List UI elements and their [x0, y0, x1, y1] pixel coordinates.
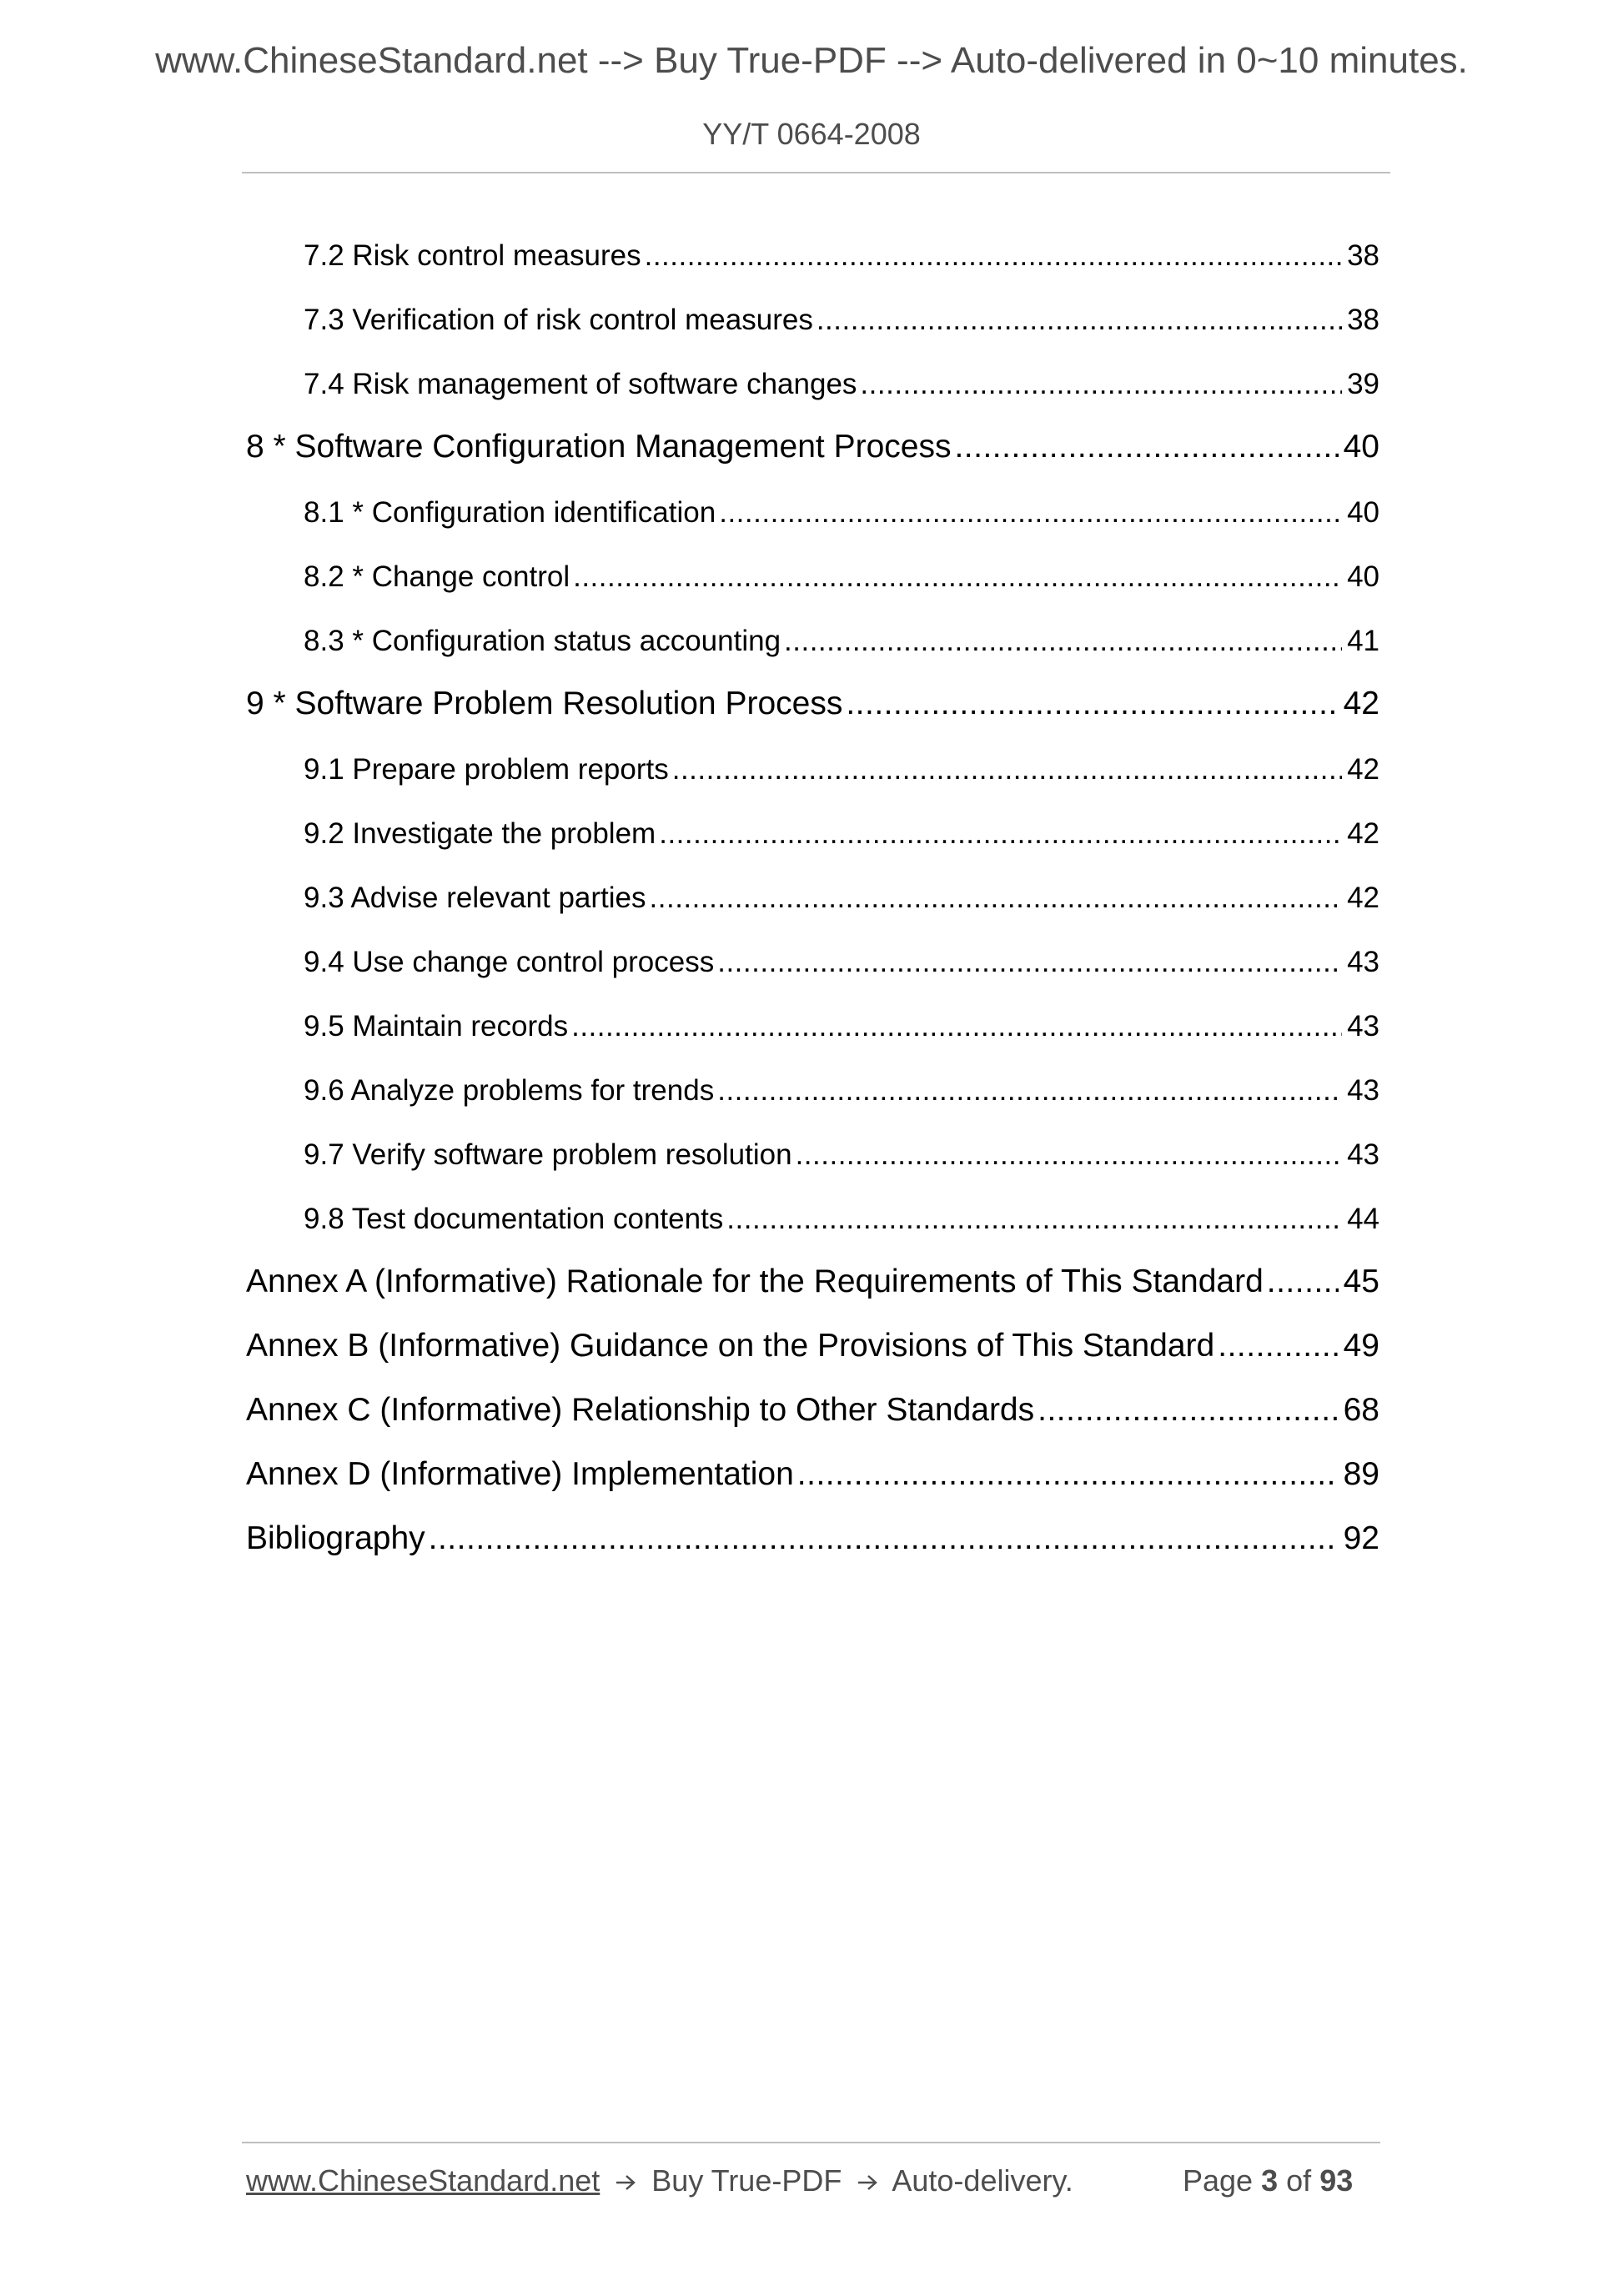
toc-entry-page: 43: [1347, 1138, 1379, 1171]
toc-dot-leader: [571, 1010, 1342, 1043]
toc-entry-title: 8.3 * Configuration status accounting: [304, 625, 781, 657]
toc-entry[interactable]: [246, 429, 1379, 475]
toc-dot-leader: [817, 304, 1342, 337]
toc-entry-title: Annex B (Informative) Guidance on the Provisions of This Standard: [246, 1328, 1215, 1364]
footer-links: [246, 2163, 1073, 2198]
toc-entry-page: 43: [1347, 1074, 1379, 1107]
toc-entry[interactable]: [304, 882, 1379, 925]
current-page-number: 3: [1261, 2163, 1279, 2198]
toc-dot-leader: [796, 1138, 1342, 1172]
footer-site-link[interactable]: www.ChineseStandard.net: [246, 2163, 600, 2198]
toc-entry-page: 44: [1347, 1203, 1379, 1235]
toc-entry[interactable]: [246, 1264, 1379, 1310]
toc-entry-page: 42: [1343, 686, 1379, 721]
toc-dot-leader: [717, 1074, 1342, 1108]
toc-entry-title: 8 * Software Configuration Management Process: [246, 429, 952, 465]
toc-entry-page: 42: [1347, 882, 1379, 914]
toc-dot-leader: [797, 1456, 1339, 1493]
toc-entry[interactable]: [246, 1456, 1379, 1503]
toc-entry-title: 9.4 Use change control process: [304, 946, 715, 978]
toc-dot-leader: [659, 817, 1342, 851]
toc-entry[interactable]: [246, 1520, 1379, 1567]
toc-entry-title: 8.1 * Configuration identification: [304, 496, 716, 529]
toc-dot-leader: [650, 882, 1343, 915]
page-indicator: [1183, 2163, 1353, 2198]
toc-dot-leader: [1218, 1328, 1338, 1364]
toc-entry-title: Annex D (Informative) Implementation: [246, 1456, 794, 1492]
footer-buy-text: Buy True-PDF: [651, 2163, 842, 2198]
toc-entry-page: 92: [1343, 1520, 1379, 1556]
toc-dot-leader: [1267, 1264, 1339, 1300]
toc-entry-title: 9.1 Prepare problem reports: [304, 753, 669, 786]
toc-entry-title: 7.2 Risk control measures: [304, 239, 641, 272]
toc-entry-page: 89: [1343, 1456, 1379, 1492]
toc-entry[interactable]: [304, 817, 1379, 861]
arrow-right-icon: [857, 2173, 878, 2192]
toc-entry[interactable]: [304, 304, 1379, 347]
toc-entry[interactable]: [304, 560, 1379, 604]
toc-entry-title: 9 * Software Problem Resolution Process: [246, 686, 843, 721]
toc-entry-page: 38: [1347, 239, 1379, 272]
toc-dot-leader: [717, 946, 1342, 979]
toc-entry-page: 38: [1347, 304, 1379, 336]
page-label: Page: [1183, 2163, 1254, 2198]
toc-entry-page: 41: [1347, 625, 1379, 657]
toc-entry-page: 49: [1343, 1328, 1379, 1364]
toc-dot-leader: [860, 368, 1342, 401]
toc-dot-leader: [573, 560, 1342, 594]
footer-divider: [242, 2142, 1380, 2143]
arrow-right-icon: [615, 2173, 636, 2192]
toc-entry-page: 68: [1343, 1392, 1379, 1428]
of-label: of: [1286, 2163, 1312, 2198]
toc-entry-page: 40: [1343, 429, 1379, 465]
toc-entry-title: 8.2 * Change control: [304, 560, 570, 593]
toc-entry[interactable]: [246, 1328, 1379, 1374]
toc-dot-leader: [726, 1203, 1342, 1236]
toc-entry-title: 9.8 Test documentation contents: [304, 1203, 724, 1235]
toc-entry-page: 40: [1347, 496, 1379, 529]
toc-dot-leader: [429, 1520, 1339, 1557]
toc-dot-leader: [672, 753, 1342, 786]
toc-entry[interactable]: [304, 1074, 1379, 1118]
toc-entry-page: 39: [1347, 368, 1379, 400]
toc-entry-page: 43: [1347, 946, 1379, 978]
toc-entry[interactable]: [304, 946, 1379, 989]
toc-dot-leader: [1038, 1392, 1338, 1429]
toc-entry-page: 40: [1347, 560, 1379, 593]
toc-dot-leader: [846, 686, 1338, 722]
toc-entry-page: 45: [1343, 1264, 1379, 1299]
toc-entry-title: 9.3 Advise relevant parties: [304, 882, 646, 914]
toc-entry-title: 7.4 Risk management of software changes: [304, 368, 857, 400]
total-pages-number: 93: [1319, 2163, 1354, 2198]
toc-dot-leader: [645, 239, 1342, 273]
toc-entry-page: 42: [1347, 817, 1379, 850]
toc-entry-title: Annex A (Informative) Rationale for the Requirements of This Standard: [246, 1264, 1264, 1299]
toc-entry[interactable]: [246, 1392, 1379, 1439]
toc-entry-page: 43: [1347, 1010, 1379, 1042]
toc-dot-leader: [784, 625, 1342, 658]
toc-entry[interactable]: [304, 625, 1379, 668]
toc-entry[interactable]: [304, 496, 1379, 540]
toc-entry[interactable]: [304, 753, 1379, 796]
toc-entry-title: 9.2 Investigate the problem: [304, 817, 656, 850]
toc-entry[interactable]: [246, 686, 1379, 732]
toc-entry[interactable]: [304, 1138, 1379, 1182]
toc-dot-leader: [719, 496, 1342, 530]
site-banner: www.ChineseStandard.net --> Buy True-PDF --> Auto-delivered in 0~10 minutes.: [155, 40, 1468, 81]
standard-code: YY/T 0664-2008: [702, 117, 921, 151]
toc-entry-title: Bibliography: [246, 1520, 425, 1556]
toc-entry[interactable]: [304, 368, 1379, 411]
toc-entry[interactable]: [304, 239, 1379, 283]
footer-delivery-text: Auto-delivery.: [892, 2163, 1073, 2198]
toc-entry-title: 9.7 Verify software problem resolution: [304, 1138, 792, 1171]
toc-entry[interactable]: [304, 1203, 1379, 1246]
toc-entry-title: 9.5 Maintain records: [304, 1010, 569, 1042]
toc-entry-title: 7.3 Verification of risk control measures: [304, 304, 813, 336]
toc-entry-title: 9.6 Analyze problems for trends: [304, 1074, 715, 1107]
toc-entry-page: 42: [1347, 753, 1379, 786]
toc-dot-leader: [954, 429, 1338, 465]
toc-entry[interactable]: [304, 1010, 1379, 1053]
toc-entry-title: Annex C (Informative) Relationship to Other Standards: [246, 1392, 1035, 1428]
